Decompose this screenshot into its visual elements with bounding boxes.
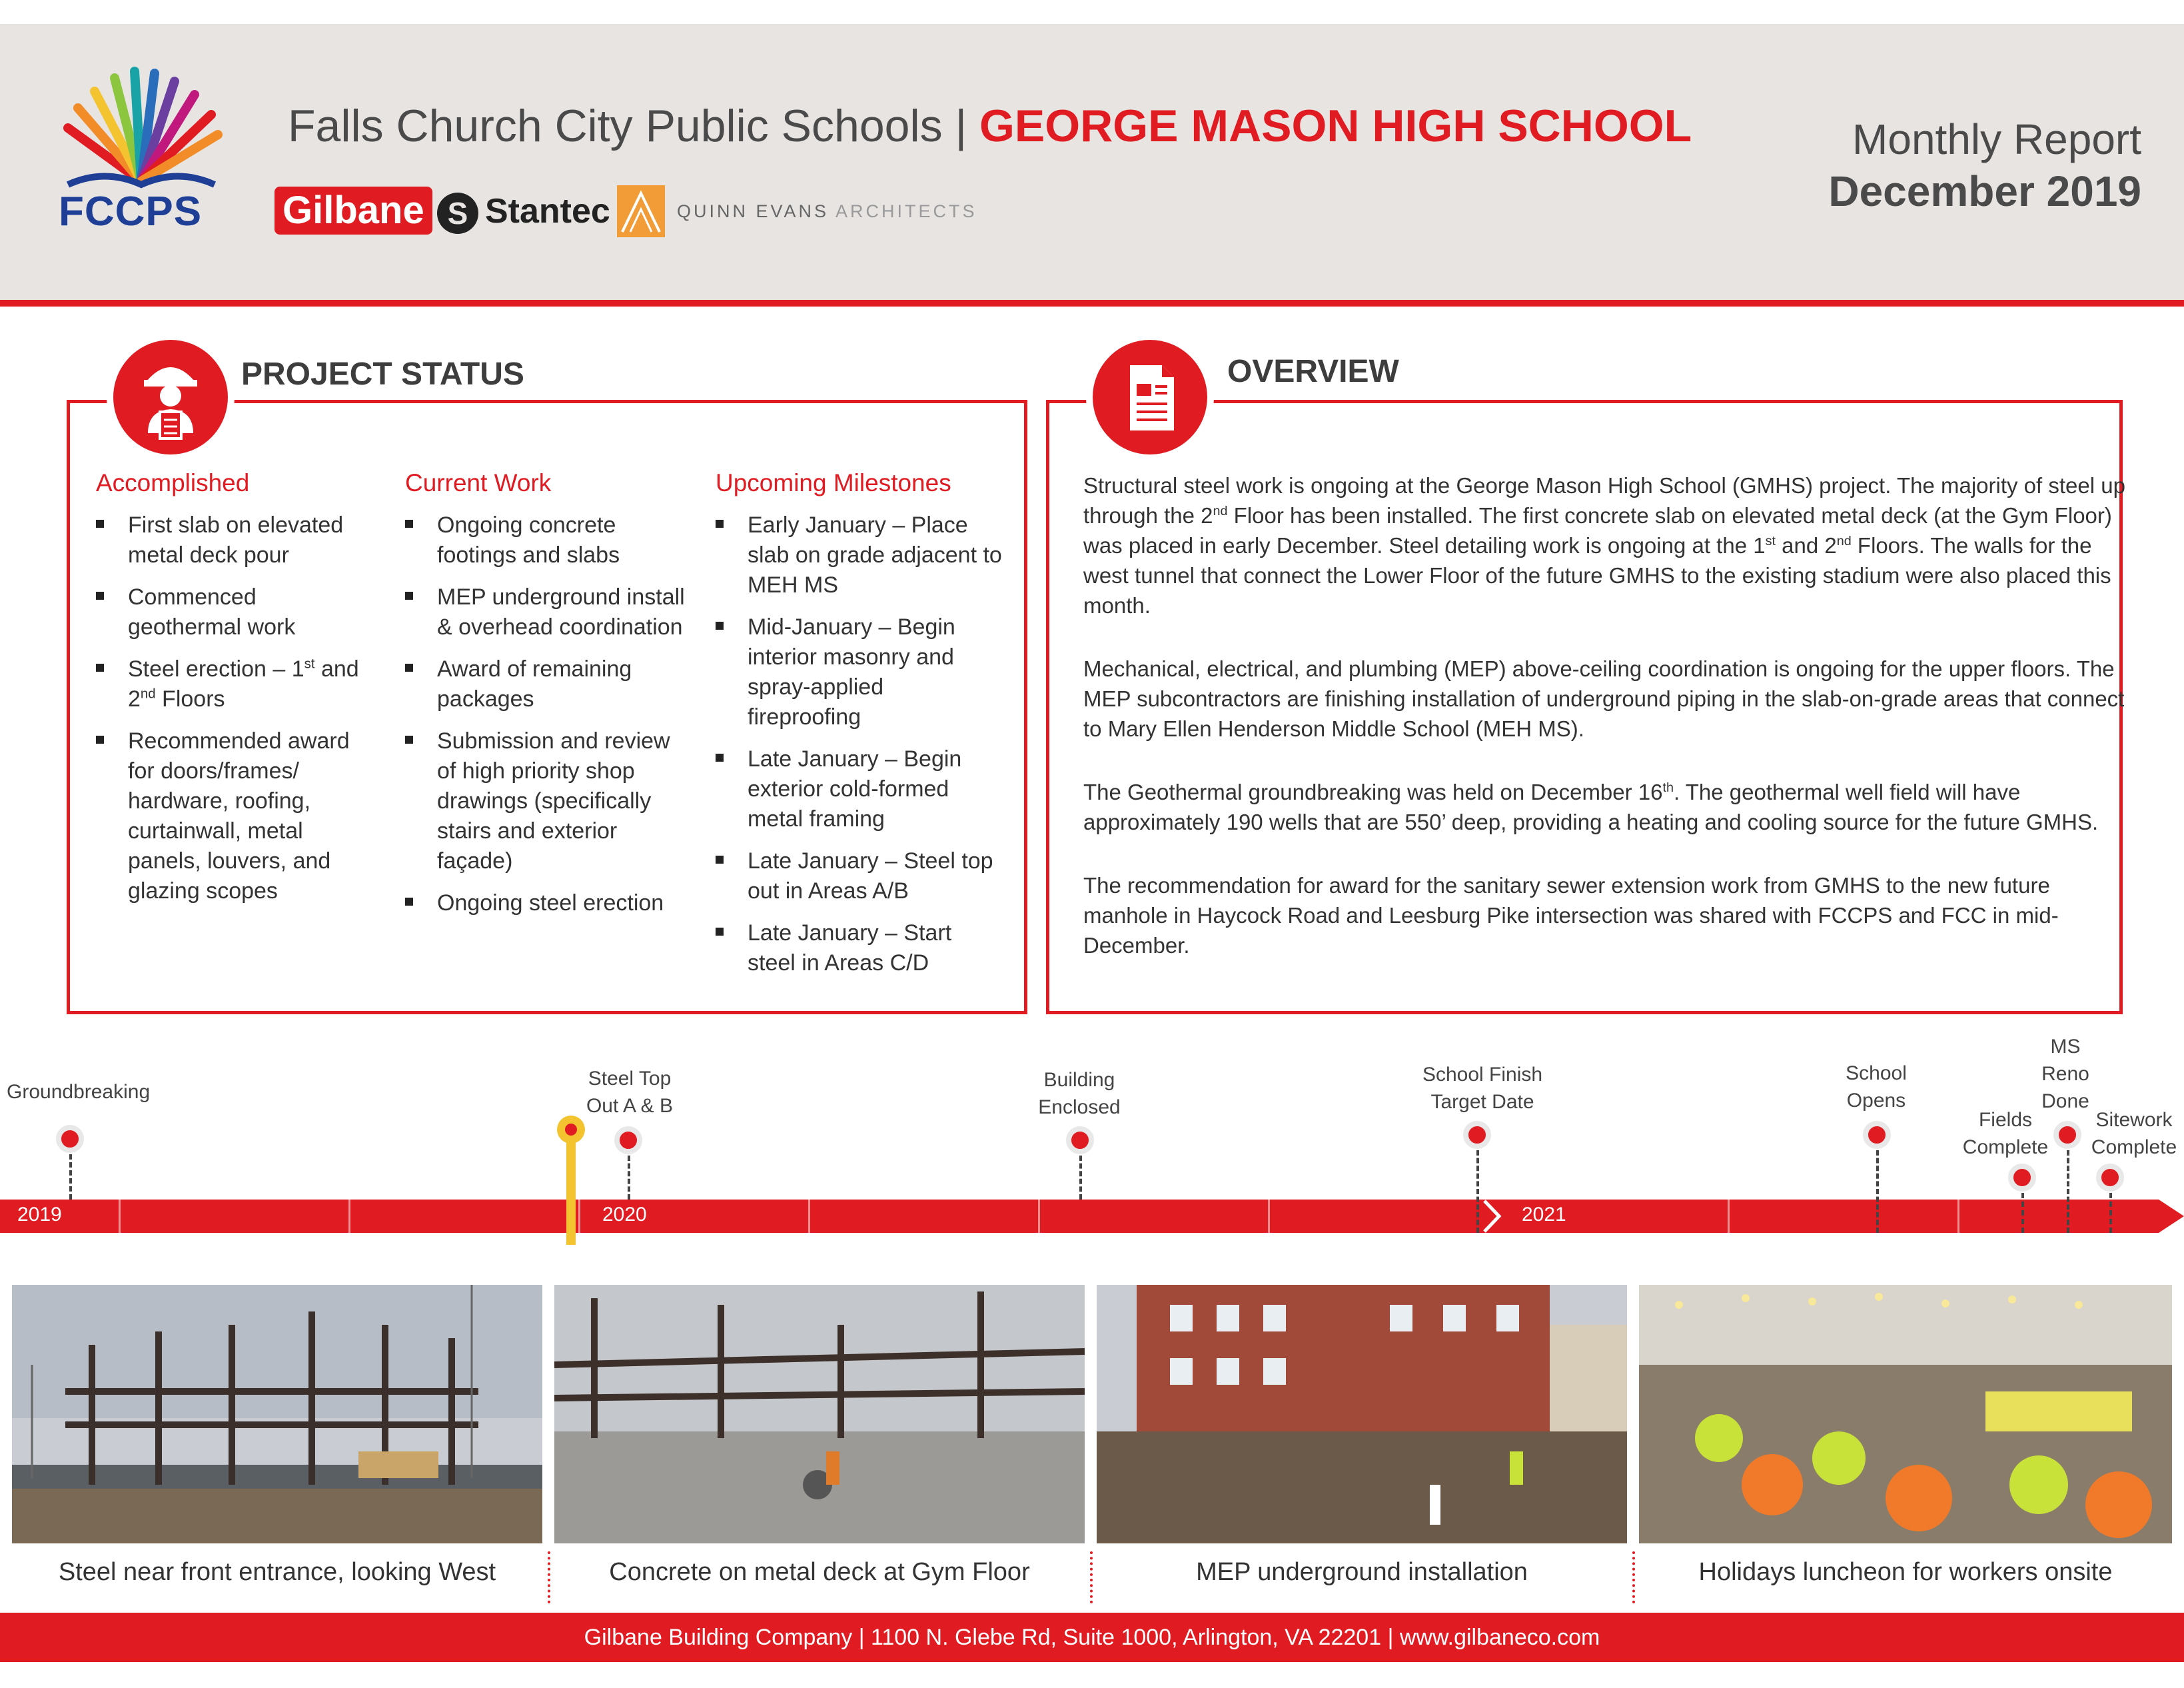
- milestone-stem: [2109, 1193, 2112, 1233]
- label-line: Complete: [1962, 1136, 2049, 1158]
- milestone-dot: [2053, 1121, 2081, 1149]
- photo-steel-front-entrance: [12, 1285, 542, 1543]
- milestone-label-building-enclosed: [1019, 1066, 1139, 1121]
- list-item: Late January – Steel top out in Areas A/B: [716, 846, 1002, 906]
- status-icon-circle: [107, 333, 235, 461]
- worker-clipboard-icon: [113, 340, 228, 454]
- milestone-dot: [2096, 1164, 2124, 1192]
- label-line: Out A & B: [586, 1095, 674, 1117]
- overview-paragraph: The recommendation for award for the sanitary sewer extension work from GMHS to the new future manhole in Haycock Road and Leesburg Pike intersection was shared with FCCPS and FCC in mid-December.: [1083, 873, 2059, 958]
- label-line: School: [1846, 1062, 1907, 1084]
- list-item: Ongoing concrete footings and slabs: [405, 510, 692, 570]
- label-line: Complete: [2091, 1136, 2177, 1158]
- milestone-dot: [1863, 1121, 1891, 1149]
- label-line: Building: [1043, 1069, 1115, 1091]
- list-item: Late January – Start steel in Areas C/D: [716, 918, 1002, 978]
- milestone-label-sitework-complete: [2084, 1106, 2184, 1161]
- list-item: Recommended award for doors/frames/ hardware, roofing, curtainwall, metal panels, louvers, and glazing scopes: [96, 726, 376, 906]
- timeline-tick: [119, 1200, 121, 1233]
- quinn-evans-suffix: ARCHITECTS: [835, 201, 977, 221]
- label-line: Steel Top: [588, 1068, 672, 1090]
- timeline-tick: [348, 1200, 350, 1233]
- timeline-year: 2020: [602, 1204, 647, 1226]
- label-line: School Finish: [1422, 1064, 1543, 1086]
- report-label: Monthly Report: [1852, 115, 2141, 163]
- fccps-logo-text: FCCPS: [59, 189, 203, 235]
- milestone-stem: [2067, 1150, 2069, 1233]
- label-line: Target Date: [1430, 1091, 1534, 1113]
- caption-divider: [548, 1551, 550, 1603]
- report-month: December 2019: [1828, 167, 2141, 215]
- overview-body: [1083, 470, 2129, 994]
- photo-mep-underground: [1097, 1285, 1627, 1543]
- caption-divider: [1632, 1551, 1635, 1603]
- project-status-title: PROJECT STATUS: [233, 356, 532, 393]
- milestone-dot: [56, 1125, 84, 1153]
- list-item: MEP underground install & overhead coordination: [405, 582, 692, 642]
- current-date-marker-dot: [565, 1124, 577, 1136]
- district-name: Falls Church City Public Schools |: [288, 101, 980, 151]
- milestone-dot: [1066, 1126, 1094, 1154]
- list-item: First slab on elevated metal deck pour: [96, 510, 376, 570]
- report-period: [1828, 115, 2141, 216]
- label-line: Done: [2041, 1090, 2089, 1112]
- status-column-accomplished: [96, 469, 376, 918]
- label-line: Reno: [2041, 1063, 2089, 1085]
- overview-paragraph: Mechanical, electrical, and plumbing (MEP) above-ceiling coordination is ongoing for the upper floors. The MEP subcontractors are finishing installation of underground piping in the slab-on-grade areas that connect to Mary Ellen Henderson Middle School (MEH MS).: [1083, 656, 2125, 741]
- caption-divider: [1090, 1551, 1093, 1603]
- current-date-marker-head: [557, 1116, 585, 1144]
- list-item: Steel erection – 1st and 2nd Floors: [96, 654, 376, 714]
- list-item: Submission and review of high priority shop drawings (specifically stairs and exterior façade): [405, 726, 692, 876]
- label-line: Opens: [1846, 1090, 1906, 1112]
- list-item: Early January – Place slab on grade adjacent to MEH MS: [716, 510, 1002, 600]
- current-date-marker: [566, 1126, 576, 1245]
- milestone-stem: [1876, 1150, 1879, 1233]
- photo-caption: Steel near front entrance, looking West: [58, 1558, 496, 1586]
- footer: Gilbane Building Company | 1100 N. Glebe Rd, Suite 1000, Arlington, VA 22201 | www.gilbaneco.com: [0, 1613, 2184, 1662]
- timeline-year: 2021: [1522, 1204, 1566, 1226]
- milestone-dot: [614, 1126, 642, 1154]
- column-heading: Accomplished: [96, 469, 250, 496]
- label-line: Fields: [1978, 1109, 2033, 1131]
- label-line: MS: [2050, 1036, 2081, 1058]
- status-column-upcoming: [716, 469, 1002, 990]
- timeline-arrow-icon: [2159, 1200, 2184, 1233]
- timeline-tick: [578, 1200, 580, 1233]
- milestone-label-school-opens: [1823, 1060, 1929, 1114]
- milestone-label-school-finish: [1406, 1061, 1559, 1116]
- photo-holiday-luncheon: [1639, 1285, 2172, 1543]
- status-column-current: [405, 469, 692, 930]
- timeline-tick: [1268, 1200, 1270, 1233]
- fccps-book-logo-icon: [41, 61, 241, 195]
- photo-caption: Holidays luncheon for workers onsite: [1698, 1558, 2113, 1586]
- list-item: Late January – Begin exterior cold-formed metal framing: [716, 744, 1002, 834]
- milestone-dot: [2008, 1164, 2036, 1192]
- header-divider: [0, 300, 2184, 307]
- gilbane-logo: Gilbane: [274, 187, 432, 235]
- milestone-label-ms-reno-done: [2025, 1033, 2105, 1115]
- school-name: GEORGE MASON HIGH SCHOOL: [979, 101, 1692, 151]
- document-icon: [1093, 340, 1207, 454]
- overview-title: OVERVIEW: [1219, 353, 1407, 390]
- list-item: Ongoing steel erection: [405, 888, 692, 918]
- quinn-evans-mark-icon: [617, 185, 665, 237]
- timeline-tick: [1957, 1200, 1959, 1233]
- milestone-label-steel-top-out: [566, 1065, 693, 1120]
- column-heading: Upcoming Milestones: [716, 469, 951, 496]
- stantec-mark-icon: S: [437, 193, 478, 234]
- column-heading: Current Work: [405, 469, 552, 496]
- label-line: Enclosed: [1038, 1096, 1121, 1118]
- photo-caption: Concrete on metal deck at Gym Floor: [609, 1558, 1030, 1586]
- milestone-label-groundbreaking: Groundbreaking: [7, 1081, 151, 1103]
- stantec-logo: [437, 189, 610, 234]
- milestone-stem: [1476, 1150, 1479, 1233]
- milestone-stem: [69, 1154, 72, 1200]
- label-line: Sitework: [2095, 1109, 2173, 1131]
- milestone-stem: [2021, 1193, 2024, 1233]
- timeline-year: 2019: [17, 1204, 62, 1226]
- overview-paragraph: Structural steel work is ongoing at the George Mason High School (GMHS) project. The majority of steel up through the 2nd Floor has been installed. The first concrete slab on elevated metal deck (at the Gym Floor) was placed in early December. Steel detailing work is ongoing at the 1st and 2nd Floors. The walls for the west tunnel that connect the Lower Floor of the future GMHS to the existing stadium were also placed this month.: [1083, 473, 2125, 618]
- overview-icon-circle: [1086, 333, 1214, 461]
- quinn-evans-name: QUINN EVANS: [677, 201, 836, 221]
- timeline-tick: [1038, 1200, 1040, 1233]
- quinn-evans-logo: [677, 201, 977, 222]
- list-item: Mid-January – Begin interior masonry and spray-applied fireproofing: [716, 612, 1002, 732]
- stantec-name: Stantec: [485, 192, 610, 231]
- list-item: Award of remaining packages: [405, 654, 692, 714]
- photo-caption: MEP underground installation: [1196, 1558, 1528, 1586]
- timeline-tick: [1728, 1200, 1730, 1233]
- overview-paragraph: The Geothermal groundbreaking was held on December 16th. The geothermal well field will have approximately 190 wells that are 550’ deep, providing a heating and cooling source for the future GMHS.: [1083, 780, 2099, 834]
- page-title: [288, 100, 1692, 152]
- timeline-bar: [0, 1200, 2159, 1233]
- milestone-dot: [1463, 1121, 1491, 1149]
- photo-concrete-gym-floor: [554, 1285, 1085, 1543]
- timeline-tick: [808, 1200, 810, 1233]
- milestone-stem: [1079, 1156, 1082, 1200]
- chevron-right-icon: [1479, 1200, 1506, 1233]
- list-item: Commenced geothermal work: [96, 582, 376, 642]
- milestone-stem: [628, 1156, 630, 1200]
